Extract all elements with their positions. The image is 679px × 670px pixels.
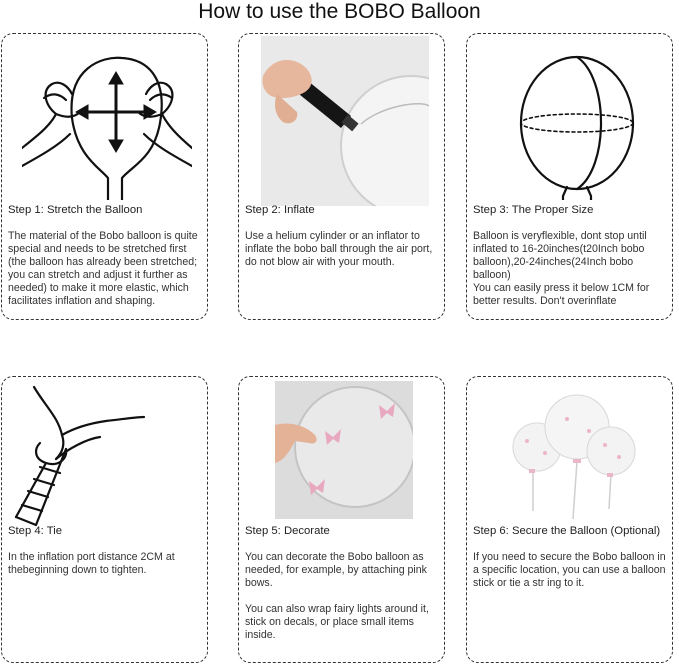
step-1-text: The material of the Bobo balloon is quite special and needs to be stretched first (the balloon has already been stretched; you can stretch and adjust it further as needed) to make it more elastic, which facilitates inflation and shaping. bbox=[8, 230, 198, 307]
balloon-size-illustration bbox=[487, 38, 657, 200]
step-2-label: Step 2: Inflate bbox=[245, 204, 315, 216]
step-3-description bbox=[473, 230, 669, 308]
step-4-text: In the inflation port distance 2CM at thebeginning down to tighten. bbox=[8, 551, 175, 576]
step-6-description bbox=[473, 551, 669, 590]
step-card-5 bbox=[238, 376, 445, 663]
balloon-sticks-photo bbox=[507, 391, 637, 521]
stretch-balloon-illustration bbox=[22, 38, 192, 200]
step-3-text-2: You can easily press it below 1CM for better results. Don't overinflate bbox=[473, 282, 650, 307]
step-1-description bbox=[8, 230, 204, 308]
page-title: How to use the BOBO Balloon bbox=[198, 0, 481, 23]
step-card-2 bbox=[238, 33, 445, 320]
step-card-4 bbox=[1, 376, 208, 663]
step-5-text: You can decorate the Bobo balloon as needed, for example, by attaching pink bows. bbox=[245, 551, 427, 589]
inflator-photo bbox=[261, 36, 429, 206]
step-4-description bbox=[8, 551, 204, 577]
step-2-text: Use a helium cylinder or an inflator to inflate the bobo ball through the air port, do not blow air with your mouth. bbox=[245, 230, 433, 268]
decorate-photo bbox=[275, 381, 413, 519]
step-6-label: Step 6: Secure the Balloon (Optional) bbox=[473, 525, 661, 537]
step-card-3 bbox=[466, 33, 673, 320]
step-card-1 bbox=[1, 33, 208, 320]
step-3-label: Step 3: The Proper Size bbox=[473, 204, 594, 216]
step-5-label: Step 5: Decorate bbox=[245, 525, 330, 537]
step-card-6 bbox=[466, 376, 673, 663]
step-1-label: Step 1: Stretch the Balloon bbox=[8, 204, 143, 216]
step-5-description bbox=[245, 551, 441, 642]
step-5-text-2: You can also wrap fairy lights around it, stick on decals, or place small items inside. bbox=[245, 603, 429, 641]
step-2-description bbox=[245, 230, 441, 269]
step-6-text: If you need to secure the Bobo balloon in a specific location, you can use a balloon stick or tie a str ing to it. bbox=[473, 551, 666, 589]
tie-illustration bbox=[6, 381, 176, 543]
step-3-text: Balloon is veryflexible, dont stop until inflated to 16-20inches(t20Inch bobo balloon),20-24inches(24Inch bobo balloon) bbox=[473, 230, 647, 281]
step-4-label: Step 4: Tie bbox=[8, 525, 63, 537]
